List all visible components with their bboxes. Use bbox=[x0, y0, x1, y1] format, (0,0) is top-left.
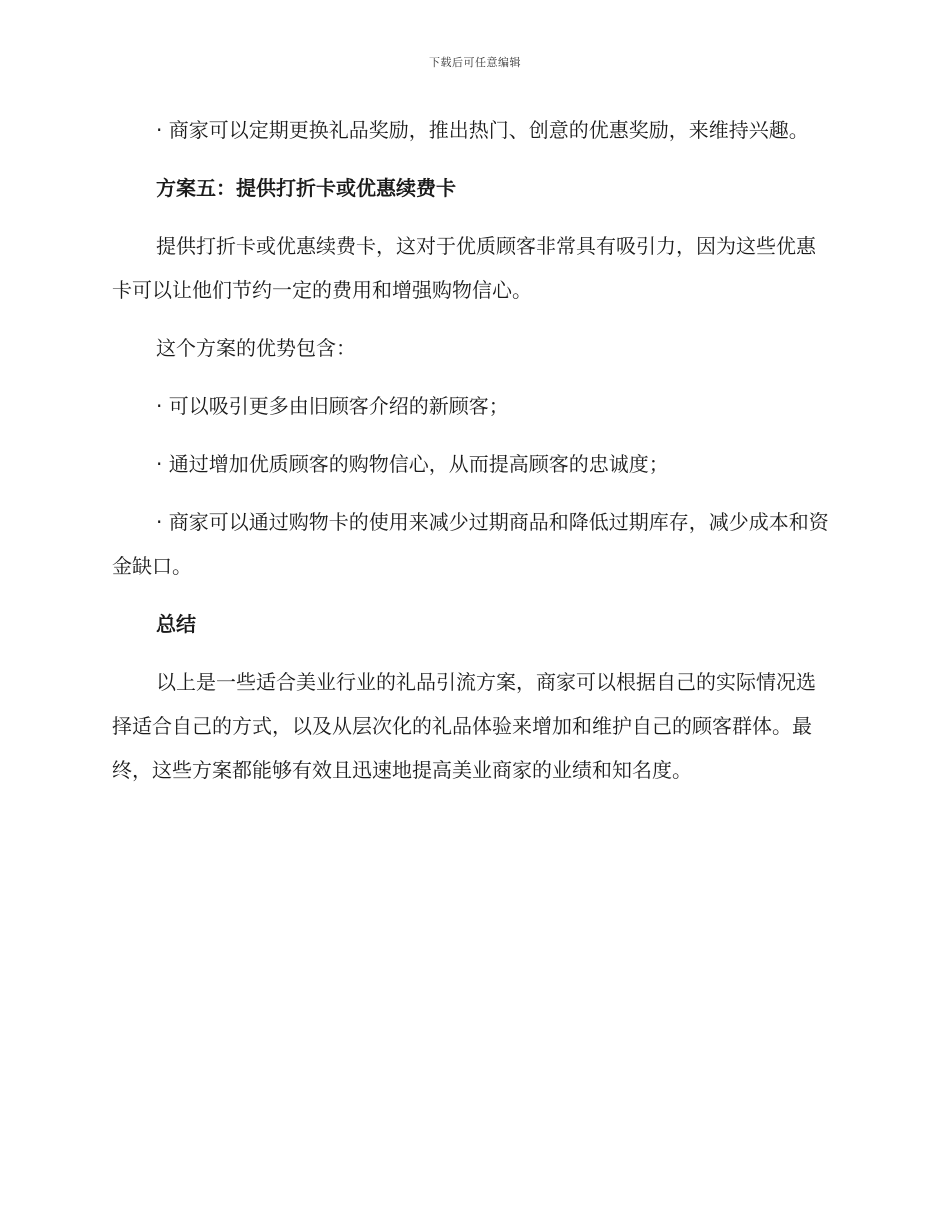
bullet-paragraph: · 商家可以通过购物卡的使用来减少过期商品和降低过期库存，减少成本和资金缺口。 bbox=[112, 510, 829, 578]
body-paragraph: 以上是一些适合美业行业的礼品引流方案，商家可以根据自己的实际情况选择适合自己的方式，以及从层次化的礼品体验来增加和维护自己的顾客群体。最终，这些方案都能够有效且迅速地提高美业商家的业绩和知名度。 bbox=[112, 670, 816, 782]
document-body bbox=[112, 108, 832, 806]
bullet-paragraph: · 通过增加优质顾客的购物信心，从而提高顾客的忠诚度； bbox=[156, 452, 669, 476]
body-paragraph: 这个方案的优势包含： bbox=[156, 336, 356, 360]
section-heading: 方案五：提供打折卡或优惠续费卡 bbox=[156, 176, 456, 200]
section-heading: 总结 bbox=[156, 612, 196, 636]
bullet-paragraph: · 可以吸引更多由旧顾客介绍的新顾客； bbox=[156, 394, 509, 418]
bullet-paragraph: · 商家可以定期更换礼品奖励，推出热门、创意的优惠奖励，来维持兴趣。 bbox=[156, 118, 809, 142]
page-header: 下载后可任意编辑 bbox=[429, 56, 521, 69]
body-paragraph: 提供打折卡或优惠续费卡，这对于优质顾客非常具有吸引力，因为这些优惠卡可以让他们节约一定的费用和增强购物信心。 bbox=[112, 234, 816, 302]
